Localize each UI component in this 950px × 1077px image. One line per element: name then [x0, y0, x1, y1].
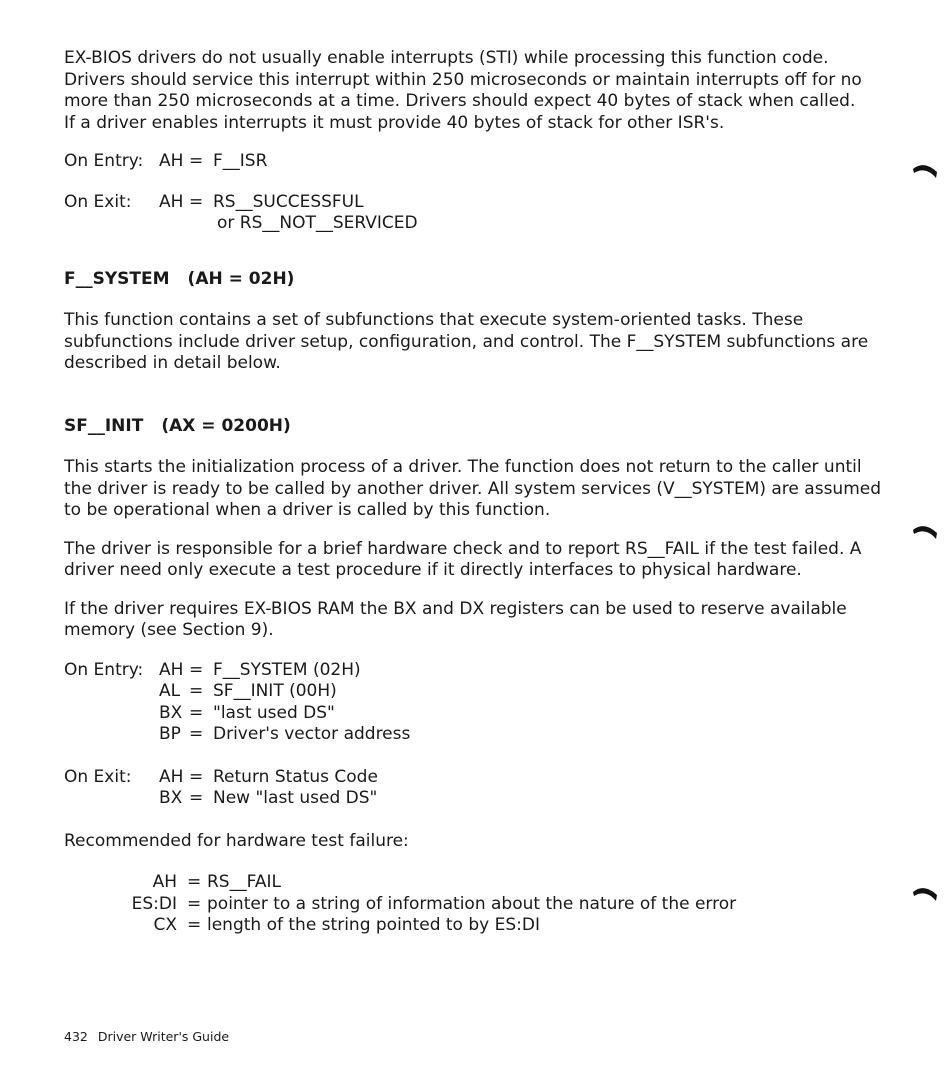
register: AH	[159, 191, 184, 212]
book-title: Driver Writer's Guide	[97, 1029, 230, 1044]
recommended-label: Recommended for hardware test failure:	[64, 830, 409, 851]
register-value: F__SYSTEM (02H)	[213, 659, 361, 680]
margin-tab-mark-icon	[912, 521, 938, 539]
equals-sign: =	[189, 788, 204, 808]
heading-name: SF__INIT	[64, 415, 144, 436]
isr-on-exit	[64, 192, 884, 235]
register-value: SF__INIT (00H)	[213, 681, 337, 701]
register-row	[159, 724, 884, 746]
equals-sign: =	[189, 681, 204, 701]
equals-sign: =	[189, 724, 204, 744]
paragraph-init-1: This starts the initialization process of a driver. The function does not return to the caller until the driver is ready to be called by another driver. All system services (V__SYSTEM) are assumed to be operational when a driver is called by this function.	[64, 457, 882, 520]
register-row	[159, 681, 884, 703]
heading-code: (AH = 02H)	[187, 268, 295, 289]
register: BX	[159, 702, 183, 723]
margin-tab-mark-icon	[912, 160, 938, 178]
paragraph-init-2: The driver is responsible for a brief hardware check and to report RS__FAIL if the test failed. A driver need only execute a test procedure if it directly interfaces to physical hardware.	[64, 538, 862, 580]
register-row	[159, 788, 884, 810]
equals-sign: =	[189, 191, 204, 212]
register-value: F__ISR	[213, 151, 268, 171]
paragraph-isr-intro: EX-BIOS drivers do not usually enable interrupts (STI) while processing this function code. Drivers should service this interrupt within 250 microseconds or maintain interrupts off for no more than 250 microseconds at a time. Drivers should expect 40 bytes of stack when called. If a driver enables interrupts it must provide 40 bytes of stack for other ISR's.	[64, 48, 862, 133]
register-row	[159, 703, 884, 725]
register-row	[159, 767, 884, 789]
paragraph-init-3: If the driver requires EX-BIOS RAM the BX and DX registers can be used to reserve available memory (see Section 9).	[64, 598, 847, 640]
init-on-entry	[64, 660, 884, 746]
on-exit-label: On Exit:	[64, 766, 132, 787]
register-row	[64, 872, 884, 894]
heading-sf-init	[64, 416, 884, 438]
register: ES:DI	[131, 893, 177, 914]
register: BX	[159, 788, 183, 808]
heading-name: F__SYSTEM	[64, 268, 170, 289]
register-row	[159, 660, 884, 682]
register-value: RS__SUCCESSFUL	[213, 191, 364, 212]
equals-sign: =	[189, 151, 204, 171]
recommended-registers	[64, 872, 884, 937]
equals-sign: =	[189, 766, 204, 787]
equals-sign: =	[189, 702, 204, 723]
register-value: length of the string pointed to by ES:DI	[207, 915, 540, 935]
register-value: Driver's vector address	[213, 724, 411, 744]
on-entry-label: On Entry:	[64, 151, 144, 171]
equals-sign: =	[187, 915, 202, 935]
page-number: 432	[64, 1029, 88, 1044]
page-footer	[64, 1029, 229, 1044]
register: BP	[159, 724, 181, 744]
heading-code: (AX = 0200H)	[161, 415, 291, 436]
register-row	[64, 894, 884, 916]
register: CX	[153, 915, 177, 935]
page-body	[64, 48, 884, 937]
register: AH	[159, 766, 184, 787]
register-value: Return Status Code	[213, 766, 378, 787]
equals-sign: =	[187, 872, 202, 892]
margin-tab-mark-icon	[912, 883, 938, 901]
register-value: "last used DS"	[213, 702, 335, 723]
register-value: pointer to a string of information about the nature of the error	[207, 893, 737, 914]
on-entry-label: On Entry:	[64, 659, 144, 680]
isr-on-entry	[64, 151, 884, 173]
register: AH	[152, 872, 177, 892]
register-row	[64, 915, 884, 937]
register: AH	[159, 659, 184, 680]
register-value-continued: or RS__NOT__SERVICED	[217, 213, 418, 233]
init-on-exit	[64, 767, 884, 810]
paragraph-f-system: This function contains a set of subfunctions that execute system-oriented tasks. These subfunctions include driver setup, configuration, and control. The F__SYSTEM subfunctions are described in detail below.	[64, 310, 869, 373]
register: AL	[159, 681, 181, 701]
register: AH	[159, 151, 184, 171]
register-value: RS__FAIL	[207, 872, 281, 892]
equals-sign: =	[189, 659, 204, 680]
register-value: New "last used DS"	[213, 788, 378, 808]
equals-sign: =	[187, 893, 202, 914]
heading-f-system	[64, 269, 884, 291]
on-exit-label: On Exit:	[64, 191, 132, 212]
